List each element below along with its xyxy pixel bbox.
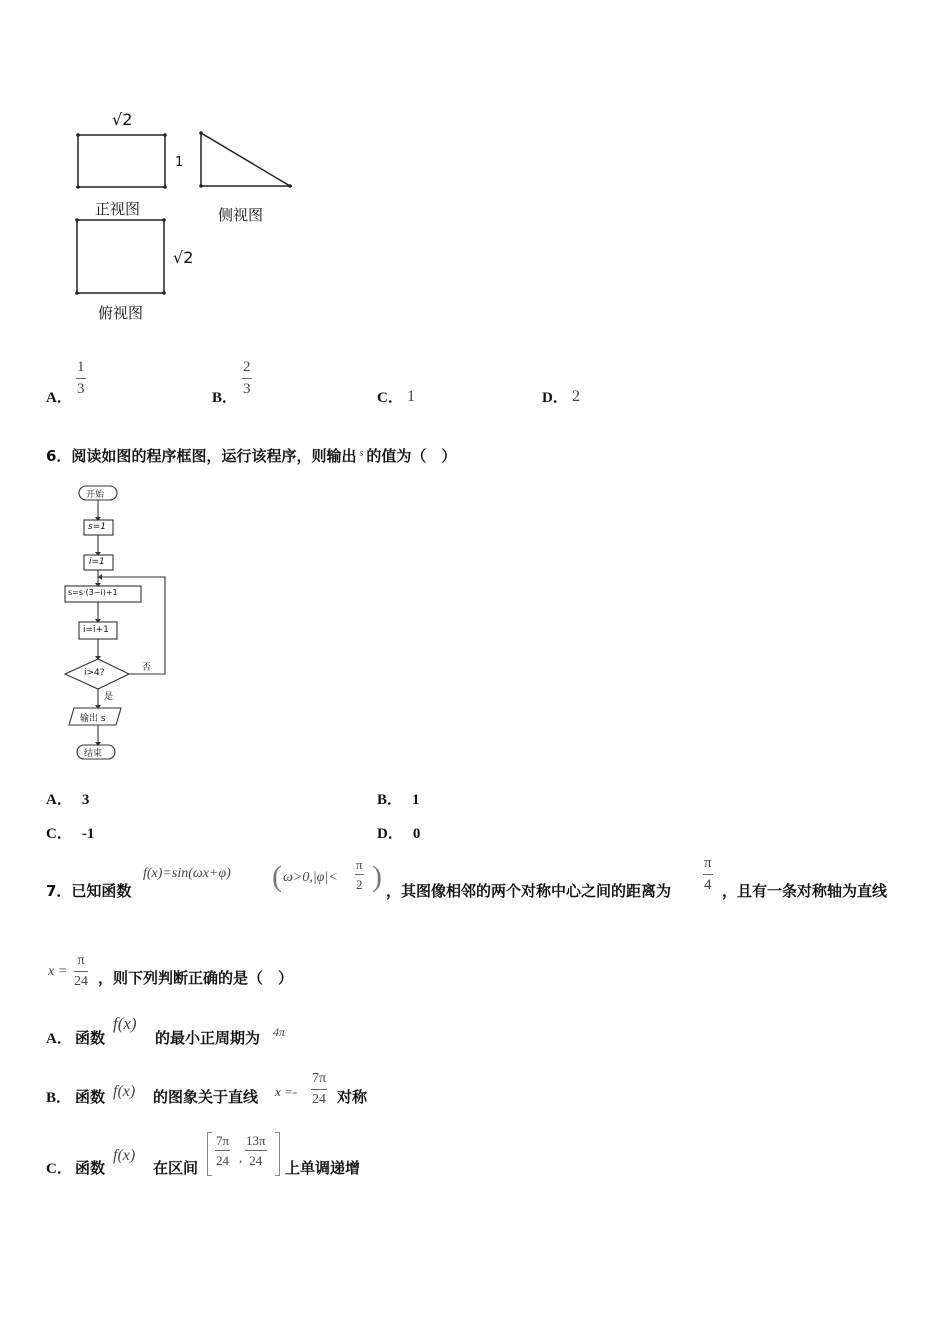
flow-output: 输出 s [80,714,106,724]
flow-yes-label: 是 [104,692,114,702]
q7-text2: ，且有一条对称轴为直线 [722,882,888,900]
top-view-label: 俯视图 [98,304,144,322]
q7-option-a-value: 4π [273,1025,286,1039]
flowchart [60,482,180,767]
q7-stem-line1 [46,856,926,906]
three-view-figure [60,100,320,340]
q6-stem: 6．阅读如图的程序框图，运行该程序，则输出 $^s$ 的值为（ ） [46,447,457,465]
q7-text1: ，其图像相邻的两个对称中心之间的距离为 [386,882,672,900]
q7-option-c-function: f(x) [113,1147,136,1164]
flowchart-shapes [60,482,180,767]
q6-option-d[interactable]: D． 0 [377,826,421,842]
q7-option-a-function: f(x) [113,1014,137,1033]
q7-condition: ω>0,|φ|< [283,870,338,885]
q7-option-b-function: f(x) [113,1083,136,1100]
q7-stem-line2 [46,952,446,998]
q7-paren-left: ( [272,860,282,893]
q7-axis-fraction: $\frac{\pi}{24}$ [74,953,88,989]
q7-option-b-fraction: $\frac{7\pi}{24}$ [312,1071,327,1107]
q7-paren-right: ) [372,860,382,893]
q7-condition-fraction: $\frac{\pi}{2}$ [356,857,363,892]
flow-start: 开始 [86,490,105,500]
q6-option-a[interactable]: A． 3 [46,792,90,808]
q7-number: 7．已知函数 [46,882,132,900]
q7-function: f(x)=sin(ωx+φ) [143,866,231,881]
q7-axis-x: x = [48,964,68,979]
q7-bracket-left [207,1132,212,1176]
q5-option-a-fraction: $\frac{1}{3}$ [77,359,85,397]
top-side-dimension: √2 [173,248,194,267]
q5-option-b-fraction: $\frac{2}{3}$ [243,359,251,397]
q7-option-a[interactable]: A． 函数 f(x) 的最小正周期为 4π [46,1014,286,1047]
q7-comma: , [239,1150,243,1165]
flow-update-s: s=s·(3−i)+1 [68,588,118,597]
q6-option-b[interactable]: B． 1 [377,792,420,808]
front-side-dimension: 1 [175,155,184,170]
q7-option-b[interactable]: B． 函数 f(x) 的图象关于直线 x =- $\frac{7\pi}{24}$ 对称 [46,1071,368,1107]
flow-no-label: 否 [142,663,152,673]
q7-option-c[interactable]: C． 函数 f(x) 在区间 $\frac{7\pi}{24}$ , $\frac{13\pi}{24}$ 上单调递增 [46,1133,361,1177]
flow-i-init: i=1 [89,557,105,567]
front-top-dimension: √2 [112,110,133,129]
flow-end: 结束 [84,749,103,759]
flow-update-i: i=i+1 [83,625,109,635]
front-view-label: 正视图 [95,200,141,218]
q5-options: A． $\frac{1}{3}$ B． $\frac{2}{3}$ C． 1 D． 2 [46,359,580,406]
q7-option-c-fraction-2: $\frac{13\pi}{24}$ [246,1133,266,1168]
flow-s-init: s=1 [88,522,106,532]
q7-option-c-fraction-1: $\frac{7\pi}{24}$ [216,1133,230,1168]
side-view-label: 侧视图 [218,206,264,224]
q7-distance-fraction: $\frac{\pi}{4}$ [704,855,712,893]
q7-bracket-right [275,1132,280,1176]
q7-text3: ，则下列判断正确的是（ ） [98,969,294,987]
flow-condition: i>4? [84,668,105,678]
q6-option-c[interactable]: C． -1 [46,826,95,842]
